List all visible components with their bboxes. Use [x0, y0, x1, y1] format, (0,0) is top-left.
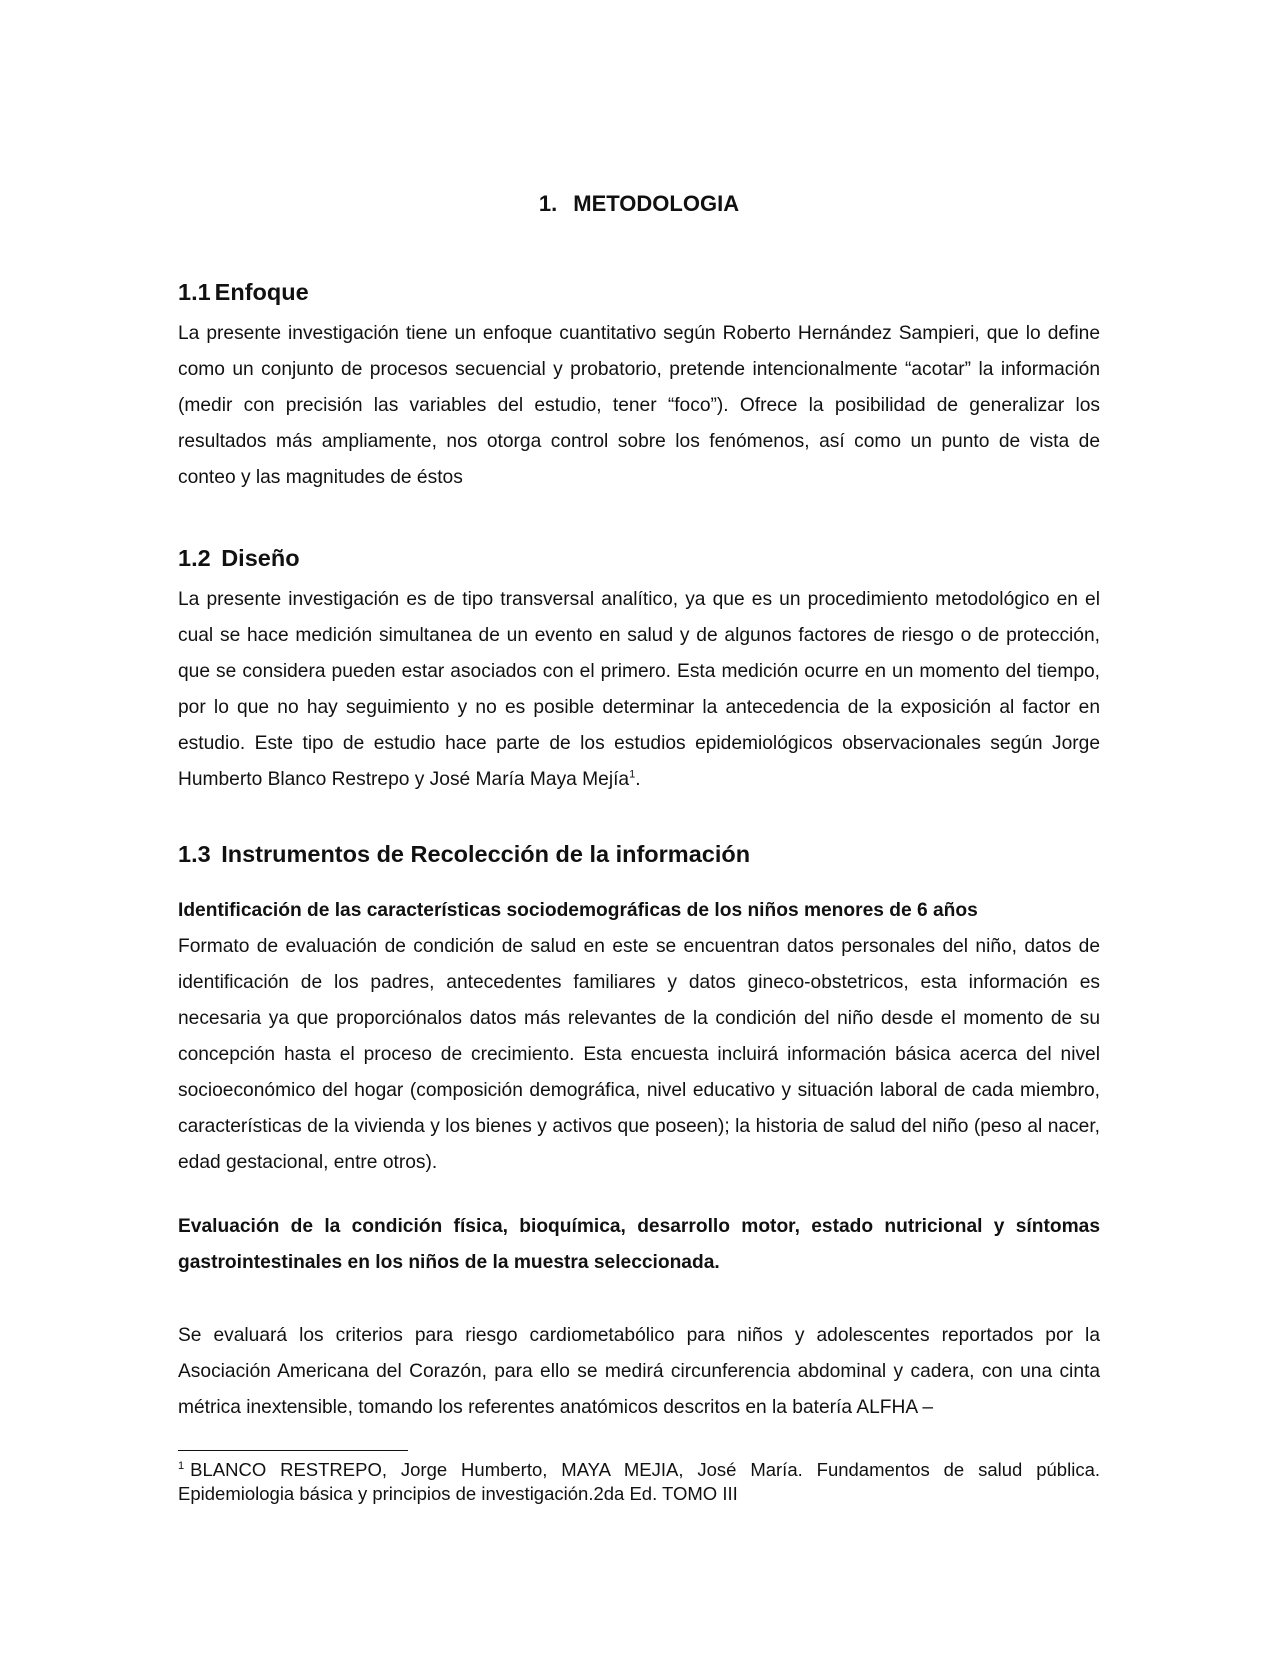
- subheading-sociodemograficas: Identificación de las características sociodemográficas de los niños menores de 6 años: [178, 900, 978, 921]
- section-heading-diseno: [178, 542, 1100, 574]
- section-heading-instrumentos: [178, 838, 1100, 870]
- section-heading-text: Enfoque: [214, 279, 309, 305]
- subheading-evaluacion-condicion: Evaluación de la condición física, bioquímica, desarrollo motor, estado nutricional y síntomas gastrointestinales en los niños de la muestra seleccionada.: [178, 1216, 1100, 1273]
- section-body-enfoque: La presente investigación tiene un enfoque cuantitativo según Roberto Hernández Sampieri, que lo define como un conjunto de procesos secuencial y probatorio, pretende intencionalmente “acotar” la información (medir con precisión las variables del estudio, tener “foco”). Ofrece la posibilidad de generalizar los resultados más ampliamente, nos otorga control sobre los fenómenos, así como un punto de vista de conteo y las magnitudes de éstos: [178, 323, 1100, 488]
- footnote: [178, 1458, 1100, 1506]
- section-heading-text: Diseño: [221, 545, 300, 571]
- section-body-end: .: [635, 769, 641, 790]
- section-number: 1.2: [178, 545, 211, 571]
- section-heading-text: Instrumentos de Recolección de la información: [221, 841, 751, 867]
- section-body-diseno: [178, 582, 1100, 798]
- paragraph-criterios-riesgo: Se evaluará los criterios para riesgo cardiometabólico para niños y adolescentes reportados por la Asociación Americana del Corazón, para ello se medirá circunferencia abdominal y cadera, con una cinta métrica inextensible, tomando los referentes anatómicos descritos en la batería ALFHA –: [178, 1325, 1100, 1418]
- chapter-title: [178, 188, 1100, 220]
- footnote-text: BLANCO RESTREPO, Jorge Humberto, MAYA MEJIA, José María. Fundamentos de salud pública. Epidemiologia básica y principios de investigación.2da Ed. TOMO III: [178, 1459, 1100, 1504]
- section-number: 1.1: [178, 279, 211, 305]
- chapter-title-text: METODOLOGIA: [573, 191, 740, 216]
- section-number: 1.3: [178, 841, 211, 867]
- footnote-reference: 1: [629, 768, 636, 781]
- section-body-text: La presente investigación es de tipo transversal analítico, ya que es un procedimiento metodológico en el cual se hace medición simultanea de un evento en salud y de algunos factores de riesgo o de protección, que se considera pueden estar asociados con el primero. Esta medición ocurre en un momento del tiempo, por lo que no hay seguimiento y no es posible determinar la antecedencia de la exposición al factor en estudio. Este tipo de estudio hace parte de los estudios epidemiológicos observacionales según Jorge Humberto Blanco Restrepo y José María Maya Mejía: [178, 589, 1100, 790]
- footnote-separator: [178, 1450, 408, 1451]
- footnote-number: 1: [178, 1459, 185, 1472]
- section-heading-enfoque: [178, 276, 1100, 308]
- paragraph-formato-evaluacion: Formato de evaluación de condición de salud en este se encuentran datos personales del niño, datos de identificación de los padres, antecedentes familiares y datos gineco-obstetricos, esta información es necesaria ya que proporciónalos datos más relevantes de la condición del niño desde el momento de su concepción hasta el proceso de crecimiento. Esta encuesta incluirá información básica acerca del nivel socioeconómico del hogar (composición demográfica, nivel educativo y situación laboral de cada miembro, características de la vivienda y los bienes y activos que poseen); la historia de salud del niño (peso al nacer, edad gestacional, entre otros).: [178, 936, 1100, 1173]
- chapter-number: 1.: [538, 191, 558, 216]
